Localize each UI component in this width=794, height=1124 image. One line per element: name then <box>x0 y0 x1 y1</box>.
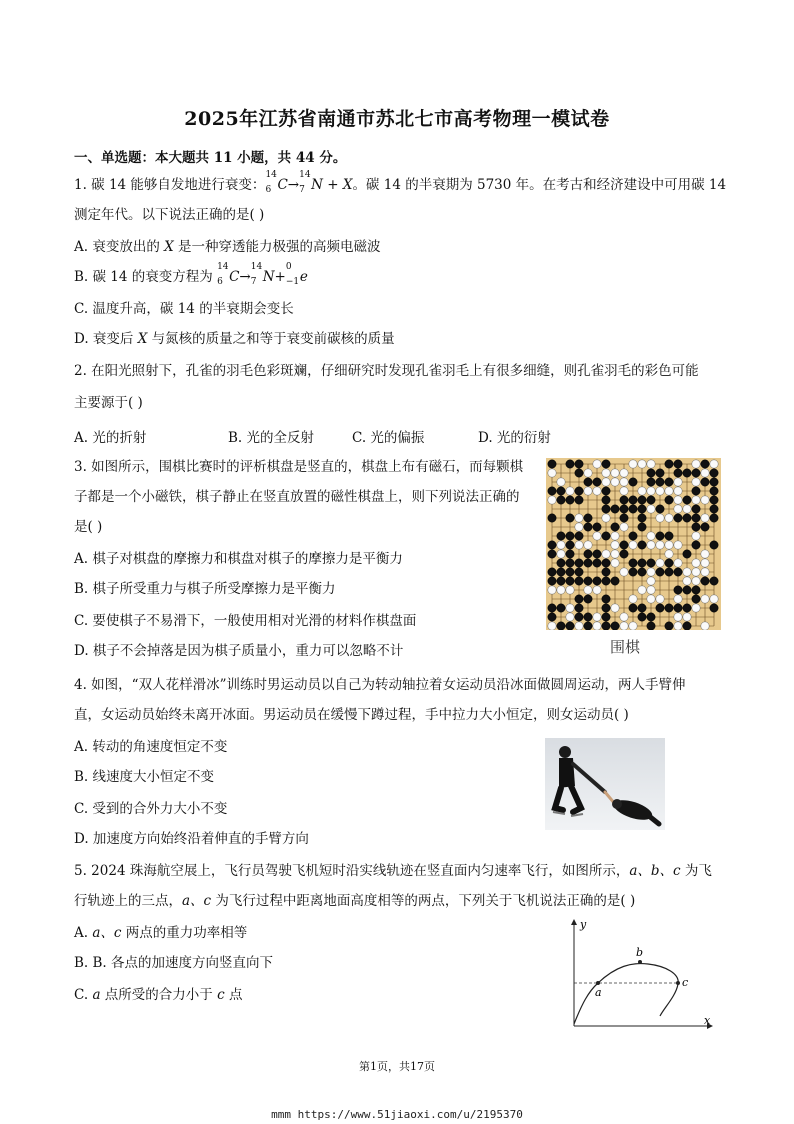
black-stone <box>656 532 664 540</box>
black-stone <box>566 622 574 630</box>
white-stone <box>620 523 628 531</box>
black-stone <box>638 505 646 513</box>
q4-option-b: B. 线速度大小恒定不变 <box>74 769 215 785</box>
black-stone <box>593 559 601 567</box>
white-stone <box>701 595 709 603</box>
white-stone <box>620 613 628 621</box>
black-stone <box>566 568 574 576</box>
black-stone <box>665 568 673 576</box>
white-stone <box>683 505 691 513</box>
white-stone <box>629 541 637 549</box>
black-stone <box>647 559 655 567</box>
white-stone <box>674 541 682 549</box>
white-stone <box>701 496 709 504</box>
white-stone <box>692 559 700 567</box>
white-stone <box>584 487 592 495</box>
label-a: a <box>595 986 602 999</box>
black-stone <box>566 559 574 567</box>
black-stone <box>665 622 673 630</box>
white-stone <box>620 568 628 576</box>
white-stone <box>566 487 574 495</box>
white-stone <box>656 541 664 549</box>
white-stone <box>701 550 709 558</box>
black-stone <box>683 604 691 612</box>
black-stone <box>710 505 718 513</box>
white-stone <box>674 613 682 621</box>
black-stone <box>638 613 646 621</box>
black-stone <box>710 577 718 585</box>
white-stone <box>611 550 619 558</box>
white-stone <box>602 514 610 522</box>
page-footer: 第1页，共17页 <box>359 1060 435 1073</box>
black-stone <box>566 577 574 585</box>
white-stone <box>647 541 655 549</box>
white-stone <box>611 541 619 549</box>
white-stone <box>710 595 718 603</box>
black-stone <box>674 514 682 522</box>
black-stone <box>575 577 583 585</box>
page-title: 2025年江苏省南通市苏北七市高考物理一模试卷 <box>184 108 610 130</box>
black-stone <box>602 496 610 504</box>
trajectory-diagram <box>560 916 720 1034</box>
white-stone <box>701 568 709 576</box>
black-stone <box>611 622 619 630</box>
white-stone <box>620 487 628 495</box>
white-stone <box>620 622 628 630</box>
white-stone <box>557 478 565 486</box>
white-stone <box>692 568 700 576</box>
black-stone <box>566 460 574 468</box>
black-stone <box>557 532 565 540</box>
black-stone <box>620 550 628 558</box>
black-stone <box>647 469 655 477</box>
q2-line-1: 2. 在阳光照射下，孔雀的羽毛色彩斑斓，仔细研究时发现孔雀羽毛上有很多细缝，则孔雀羽毛的彩色可能 <box>74 363 699 379</box>
black-stone <box>674 568 682 576</box>
point-c <box>676 981 680 985</box>
black-stone <box>674 604 682 612</box>
black-stone <box>566 541 574 549</box>
black-stone <box>638 568 646 576</box>
white-stone <box>647 577 655 585</box>
black-stone <box>593 478 601 486</box>
black-stone <box>638 541 646 549</box>
black-stone <box>548 568 556 576</box>
section-heading: 一、单选题：本大题共 11 小题，共 44 分。 <box>74 150 347 166</box>
black-stone <box>557 496 565 504</box>
black-stone <box>548 577 556 585</box>
black-stone <box>620 496 628 504</box>
black-stone <box>674 469 682 477</box>
label-y: y <box>580 918 587 931</box>
q1-text-post: 。碳 14 的半衰期为 5730 年。在考古和经济建设中可用碳 14 <box>352 177 727 193</box>
black-stone <box>575 487 583 495</box>
white-stone <box>593 613 601 621</box>
black-stone <box>710 469 718 477</box>
white-stone <box>629 460 637 468</box>
white-stone <box>674 496 682 504</box>
q4-line-2: 直，女运动员始终未离开冰面。男运动员在缓慢下蹲过程，手中拉力大小恒定，则女运动员( ) <box>74 707 629 723</box>
black-stone <box>557 622 565 630</box>
q4-line-1: 4. 如图，“双人花样滑冰”训练时男运动员以自己为转动轴拉着女运动员沿冰面做圆周运动，两人手臂伸 <box>74 677 686 693</box>
white-stone <box>557 541 565 549</box>
white-stone <box>656 595 664 603</box>
white-stone <box>611 469 619 477</box>
black-stone <box>656 478 664 486</box>
black-stone <box>566 514 574 522</box>
white-stone <box>692 604 700 612</box>
black-stone <box>575 613 583 621</box>
white-stone <box>701 469 709 477</box>
white-stone <box>602 550 610 558</box>
white-stone <box>602 469 610 477</box>
black-stone <box>710 478 718 486</box>
q1-option-d: D. 衰变后 X 与氮核的质量之和等于衰变前碳核的质量 <box>74 331 395 347</box>
black-stone <box>647 496 655 504</box>
black-stone <box>692 595 700 603</box>
q2-option-a: A. 光的折射 <box>74 430 147 446</box>
black-stone <box>602 532 610 540</box>
black-stone <box>683 550 691 558</box>
black-stone <box>692 469 700 477</box>
black-stone <box>692 487 700 495</box>
nuclide-n: 14 7 N <box>299 170 323 195</box>
black-stone <box>557 559 565 567</box>
black-stone <box>566 550 574 558</box>
white-stone <box>593 586 601 594</box>
black-stone <box>584 595 592 603</box>
black-stone <box>710 541 718 549</box>
white-stone <box>566 604 574 612</box>
white-stone <box>548 622 556 630</box>
black-stone <box>638 514 646 522</box>
black-stone <box>665 559 673 567</box>
black-stone <box>647 478 655 486</box>
white-stone <box>647 460 655 468</box>
black-stone <box>602 559 610 567</box>
white-stone <box>575 541 583 549</box>
black-stone <box>665 478 673 486</box>
black-stone <box>665 532 673 540</box>
black-stone <box>593 550 601 558</box>
black-stone <box>638 559 646 567</box>
white-stone <box>566 586 574 594</box>
white-stone <box>611 478 619 486</box>
white-stone <box>674 559 682 567</box>
black-stone <box>575 469 583 477</box>
q4-option-d: D. 加速度方向始终沿着伸直的手臂方向 <box>74 831 309 847</box>
var-x: X <box>342 177 353 193</box>
white-stone <box>638 487 646 495</box>
white-stone <box>557 586 565 594</box>
black-stone <box>557 604 565 612</box>
black-stone <box>602 577 610 585</box>
black-stone <box>683 469 691 477</box>
black-stone <box>575 460 583 468</box>
black-stone <box>665 604 673 612</box>
white-stone <box>710 460 718 468</box>
white-stone <box>692 460 700 468</box>
white-stone <box>692 532 700 540</box>
figure-skating-photo <box>545 738 665 830</box>
q1-line-2: 测定年代。以下说法正确的是( ) <box>74 207 265 223</box>
black-stone <box>638 496 646 504</box>
q3-option-a: A. 棋子对棋盘的摩擦力和棋盘对棋子的摩擦力是平衡力 <box>74 551 403 567</box>
q3-option-c: C. 要使棋子不易滑下，一般使用相对光滑的材料作棋盘面 <box>74 613 417 629</box>
black-stone <box>575 496 583 504</box>
q2-line-2: 主要源于( ) <box>74 395 143 411</box>
nuclide-c: 14 6 C <box>217 262 240 287</box>
black-stone <box>638 523 646 531</box>
q3-option-b: B. 棋子所受重力与棋子所受摩擦力是平衡力 <box>74 581 336 597</box>
q1-option-a: A. 衰变放出的 X 是一种穿透能力极强的高频电磁波 <box>74 239 381 255</box>
black-stone <box>557 577 565 585</box>
nuclide-c: 14 6 C <box>265 170 288 195</box>
black-stone <box>611 505 619 513</box>
black-stone <box>629 496 637 504</box>
black-stone <box>584 613 592 621</box>
q3-line-1: 3. 如图所示，围棋比赛时的评析棋盘是竖直的，棋盘上布有磁石，而每颗棋 <box>74 459 524 475</box>
white-stone <box>701 514 709 522</box>
black-stone <box>629 604 637 612</box>
white-stone <box>701 622 709 630</box>
black-stone <box>593 577 601 585</box>
black-stone <box>656 469 664 477</box>
black-stone <box>683 622 691 630</box>
white-stone <box>692 577 700 585</box>
black-stone <box>665 496 673 504</box>
black-stone <box>701 460 709 468</box>
black-stone <box>656 568 664 576</box>
q1-option-b: B. 碳 14 的衰变方程为 14 6 C→ 14 7 N+ 0 −1 e <box>74 262 308 287</box>
white-stone <box>656 559 664 567</box>
black-stone <box>710 496 718 504</box>
black-stone <box>638 604 646 612</box>
white-stone <box>656 487 664 495</box>
q5-line-1: 5. 2024 珠海航空展上，飞行员驾驶飞机短时沿实线轨迹在竖直面内匀速率飞行，如图所示，a、b、c 为飞 <box>74 863 712 879</box>
white-stone <box>674 595 682 603</box>
white-stone <box>692 496 700 504</box>
black-stone <box>692 541 700 549</box>
black-stone <box>629 559 637 567</box>
black-stone <box>557 487 565 495</box>
white-stone <box>674 487 682 495</box>
white-stone <box>656 514 664 522</box>
white-stone <box>575 622 583 630</box>
white-stone <box>665 541 673 549</box>
q3-line-2: 子都是一个小磁铁，棋子静止在竖直放置的磁性棋盘上，则下列说法正确的 <box>74 489 520 505</box>
white-stone <box>638 586 646 594</box>
q2-option-c: C. 光的偏振 <box>352 430 425 446</box>
white-stone <box>647 595 655 603</box>
q1-option-c: C. 温度升高，碳 14 的半衰期会变长 <box>74 301 294 317</box>
black-stone <box>710 487 718 495</box>
q4-option-c: C. 受到的合外力大小不变 <box>74 801 228 817</box>
black-stone <box>575 595 583 603</box>
white-stone <box>593 460 601 468</box>
black-stone <box>575 568 583 576</box>
q3-line-3: 是( ) <box>74 519 103 535</box>
black-stone <box>584 622 592 630</box>
black-stone <box>656 505 664 513</box>
black-stone <box>611 523 619 531</box>
black-stone <box>692 505 700 513</box>
black-stone <box>584 478 592 486</box>
white-stone <box>611 604 619 612</box>
black-stone <box>692 514 700 522</box>
white-stone <box>701 559 709 567</box>
q1-line-1: 1. 碳 14 能够自发地进行衰变： 14 6 C→ 14 7 N + X。碳 14 的半衰期为 5730 年。在考古和经济建设中可用碳 14 <box>74 170 727 195</box>
white-stone <box>620 469 628 477</box>
label-x: x <box>704 1014 711 1027</box>
white-stone <box>548 496 556 504</box>
black-stone <box>584 577 592 585</box>
black-stone <box>575 604 583 612</box>
white-stone <box>611 559 619 567</box>
black-stone <box>584 559 592 567</box>
q4-option-a: A. 转动的角速度恒定不变 <box>74 739 228 755</box>
black-stone <box>620 541 628 549</box>
white-stone <box>683 568 691 576</box>
watermark-url: mmm https://www.51jiaoxi.com/u/2195370 <box>271 1108 523 1121</box>
black-stone <box>575 559 583 567</box>
black-stone <box>629 532 637 540</box>
black-stone <box>602 604 610 612</box>
black-stone <box>557 568 565 576</box>
white-stone <box>566 613 574 621</box>
white-stone <box>647 586 655 594</box>
black-stone <box>674 586 682 594</box>
white-stone <box>584 541 592 549</box>
black-stone <box>602 460 610 468</box>
black-stone <box>602 595 610 603</box>
flight-path <box>574 964 678 1024</box>
white-stone <box>629 622 637 630</box>
black-stone <box>566 532 574 540</box>
white-stone <box>647 532 655 540</box>
black-stone <box>692 523 700 531</box>
black-stone <box>602 622 610 630</box>
black-stone <box>701 523 709 531</box>
white-stone <box>665 487 673 495</box>
black-stone <box>620 514 628 522</box>
white-stone <box>593 622 601 630</box>
white-stone <box>611 532 619 540</box>
black-stone <box>629 568 637 576</box>
label-c: c <box>682 976 689 989</box>
go-caption: 围棋 <box>610 638 641 656</box>
q3-option-d: D. 棋子不会掉落是因为棋子质量小，重力可以忽略不计 <box>74 643 404 659</box>
black-stone <box>584 523 592 531</box>
black-stone <box>692 586 700 594</box>
black-stone <box>674 460 682 468</box>
white-stone <box>593 532 601 540</box>
point-b <box>638 960 642 964</box>
black-stone <box>701 577 709 585</box>
black-stone <box>647 622 655 630</box>
nuclide-n: 14 7 N <box>250 262 275 287</box>
black-stone <box>683 496 691 504</box>
black-stone <box>548 604 556 612</box>
black-stone <box>548 550 556 558</box>
white-stone <box>629 595 637 603</box>
black-stone <box>548 514 556 522</box>
label-b: b <box>636 946 644 959</box>
black-stone <box>584 550 592 558</box>
black-stone <box>629 478 637 486</box>
black-stone <box>602 505 610 513</box>
white-stone <box>683 613 691 621</box>
black-stone <box>548 613 556 621</box>
white-stone <box>647 568 655 576</box>
black-stone <box>701 478 709 486</box>
white-stone <box>683 577 691 585</box>
white-stone <box>593 487 601 495</box>
black-stone <box>665 460 673 468</box>
white-stone <box>575 523 583 531</box>
black-stone <box>683 586 691 594</box>
q5-option-c: C. a 点所受的合力小于 c 点 <box>74 987 243 1003</box>
black-stone <box>593 523 601 531</box>
black-stone <box>602 568 610 576</box>
white-stone <box>584 469 592 477</box>
white-stone <box>602 478 610 486</box>
nuclide-e: 0 −1 e <box>285 262 308 287</box>
black-stone <box>566 496 574 504</box>
black-stone <box>629 505 637 513</box>
q5-line-2: 行轨迹上的三点，a、c 为飞行过程中距离地面高度相等的两点，下列关于飞机说法正确的是( ) <box>74 893 636 909</box>
white-stone <box>575 514 583 522</box>
white-stone <box>674 478 682 486</box>
arrow: → <box>287 177 300 193</box>
q2-option-b: B. 光的全反射 <box>228 430 315 446</box>
black-stone <box>584 514 592 522</box>
point-a <box>596 981 600 985</box>
black-stone <box>548 460 556 468</box>
go-board-figure <box>546 458 721 630</box>
white-stone <box>647 487 655 495</box>
q5-option-a: A. a、c 两点的重力功率相等 <box>74 925 248 941</box>
black-stone <box>575 532 583 540</box>
white-stone <box>638 460 646 468</box>
black-stone <box>710 514 718 522</box>
white-stone <box>620 478 628 486</box>
white-stone <box>665 550 673 558</box>
white-stone <box>665 514 673 522</box>
white-stone <box>548 586 556 594</box>
white-stone <box>647 505 655 513</box>
black-stone <box>683 514 691 522</box>
black-stone <box>647 613 655 621</box>
white-stone <box>557 550 565 558</box>
black-stone <box>548 541 556 549</box>
white-stone <box>548 469 556 477</box>
white-stone <box>674 505 682 513</box>
black-stone <box>602 613 610 621</box>
q2-option-d: D. 光的衍射 <box>478 430 551 446</box>
white-stone <box>692 478 700 486</box>
black-stone <box>548 487 556 495</box>
black-stone <box>656 604 664 612</box>
black-stone <box>710 604 718 612</box>
q5-option-b: B. B. 各点的加速度方向竖直向下 <box>74 955 274 971</box>
white-stone <box>674 622 682 630</box>
white-stone <box>584 586 592 594</box>
black-stone <box>611 577 619 585</box>
black-stone <box>602 487 610 495</box>
black-stone <box>620 505 628 513</box>
q1-text-pre: 1. 碳 14 能够自发地进行衰变： <box>74 177 266 193</box>
